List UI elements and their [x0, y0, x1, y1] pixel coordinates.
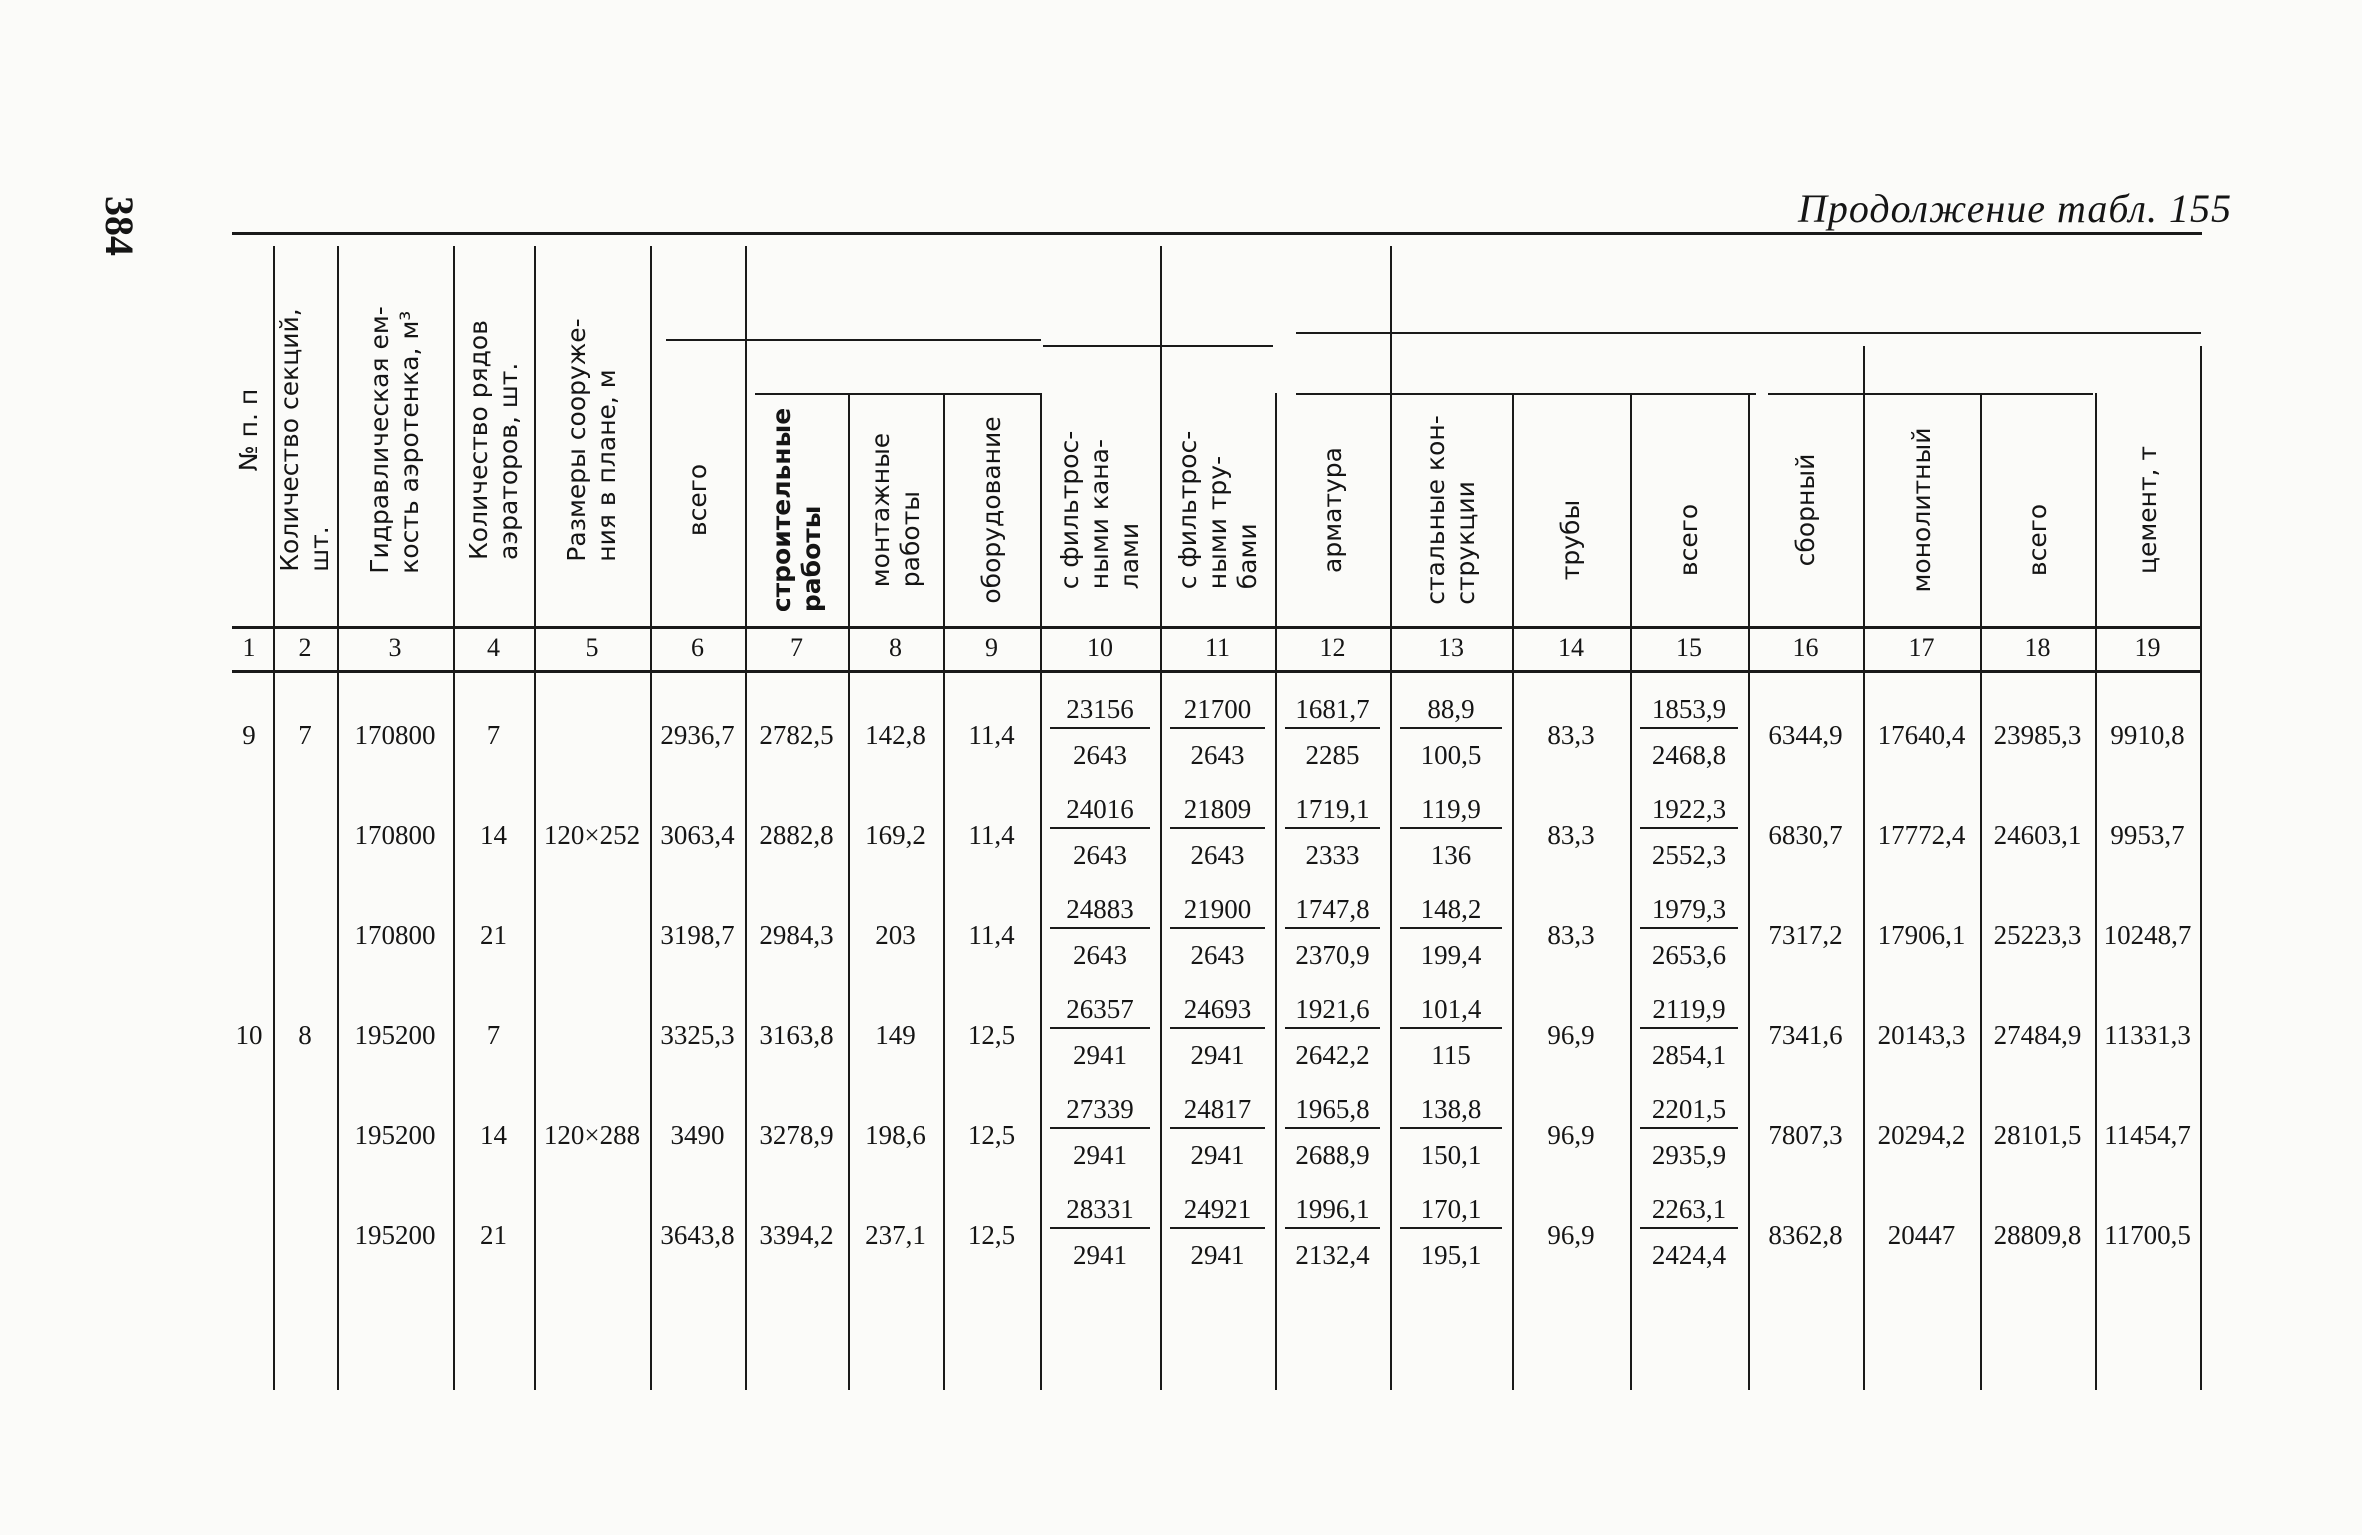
header-col-9-label: оборудование	[976, 416, 1006, 604]
table-cell-lab_pp_bot: 2941	[1190, 1140, 1245, 1170]
table-cell-lab_ch_bot: 2643	[1073, 740, 1127, 770]
fraction-line	[1170, 1027, 1265, 1029]
table-cell-pipes: 83,3	[1547, 720, 1595, 750]
table-cell-pipes: 83,3	[1547, 820, 1595, 850]
table-cell-conc_tot: 27484,9	[1993, 1020, 2082, 1050]
table-cell-pipes: 96,9	[1547, 1020, 1595, 1050]
table-cell-total: 3325,3	[660, 1020, 735, 1050]
table-cell-equip: 11,4	[968, 920, 1015, 950]
table-cell-rebar_top: 1681,7	[1295, 694, 1370, 724]
table-cell-volume: 170800	[354, 720, 436, 750]
table-cell-struct_bot: 136	[1430, 840, 1472, 870]
table-cell-conc_tot: 23985,3	[1993, 720, 2082, 750]
structure-size: 120×252	[543, 820, 641, 850]
table-cell-cement: 9953,7	[2110, 820, 2185, 850]
fraction-line	[1640, 927, 1738, 929]
table-cell-steel_tot_top: 1979,3	[1651, 894, 1727, 924]
table-cell-steel_tot_top: 1922,3	[1651, 794, 1727, 824]
fraction-line	[1285, 727, 1380, 729]
table-cell-struct_bot: 100,5	[1420, 740, 1482, 770]
header-col-6-label: всего	[682, 463, 712, 537]
fraction-line	[1170, 727, 1265, 729]
table-cell-install: 149	[875, 1020, 916, 1050]
table-cell-equip: 12,5	[967, 1020, 1016, 1050]
table-cell-rebar_bot: 2333	[1305, 840, 1360, 870]
column-number: 16	[1792, 633, 1819, 662]
table-cell-lab_ch_top: 27339	[1066, 1094, 1134, 1124]
steel-group-rule	[1296, 393, 1756, 395]
table-cell-conc_tot: 25223,3	[1993, 920, 2082, 950]
column-number: 10	[1087, 633, 1113, 662]
table-cell-cement: 10248,7	[2103, 920, 2192, 950]
column-rule	[534, 246, 536, 1390]
table-cell-lab_pp_top: 21809	[1183, 794, 1252, 824]
fraction-line	[1640, 1027, 1738, 1029]
fraction-line	[1285, 827, 1380, 829]
column-number: 6	[691, 633, 704, 662]
table-cell-rows: 7	[486, 1020, 501, 1050]
table-cell-steel_tot_bot: 2468,8	[1651, 740, 1727, 770]
column-number: 17	[1908, 633, 1935, 662]
fraction-line	[1640, 827, 1738, 829]
table-cell-steel_tot_bot: 2653,6	[1651, 940, 1727, 970]
fraction-line	[1170, 1227, 1265, 1229]
table-cell-cement: 11700,5	[2104, 1220, 2191, 1250]
table-cell-lab_ch_top: 26357	[1066, 994, 1134, 1024]
column-number: 3	[388, 633, 402, 662]
table-cell-rebar_top: 1921,6	[1295, 994, 1370, 1024]
table-cell-lab_ch_top: 23156	[1066, 694, 1134, 724]
fraction-line	[1400, 927, 1502, 929]
fraction-line	[1640, 1127, 1738, 1129]
table-cell-pipes: 96,9	[1547, 1220, 1595, 1250]
fraction-line	[1640, 727, 1738, 729]
fraction-line	[1400, 1027, 1502, 1029]
table-cell-steel_tot_bot: 2854,1	[1651, 1040, 1727, 1070]
fraction-line	[1400, 1227, 1502, 1229]
fraction-line	[1640, 1227, 1738, 1229]
fraction-line	[1170, 1127, 1265, 1129]
table-cell-precast: 7317,2	[1768, 920, 1843, 950]
table-cell-install: 198,6	[865, 1120, 926, 1150]
table-cell-lab_ch_bot: 2941	[1073, 1240, 1127, 1270]
table-cell-constr: 2782,5	[759, 720, 834, 750]
table-cell-rebar_bot: 2688,9	[1295, 1140, 1370, 1170]
fraction-line	[1170, 827, 1265, 829]
fraction-line	[1050, 1027, 1150, 1029]
header-col-4-label: Количество рядов аэраторов, шт.	[463, 320, 523, 560]
table-cell-precast: 6344,9	[1768, 720, 1843, 750]
labor-group-rule	[1043, 345, 1273, 347]
table-cell-lab_pp_bot: 2643	[1190, 840, 1245, 870]
table-cell-struct_bot: 115	[1431, 1040, 1471, 1070]
header-col-14-label: трубы	[1556, 499, 1585, 581]
table-cell-mono: 20143,3	[1877, 1020, 1966, 1050]
page-number: 384	[97, 196, 142, 256]
table-cell-install: 203	[875, 920, 916, 950]
column-number: 15	[1676, 633, 1702, 662]
colnum-bottom-rule	[232, 670, 2202, 673]
fraction-line	[1285, 1227, 1380, 1229]
column-rule	[453, 246, 455, 1390]
column-number: 14	[1558, 633, 1584, 662]
table-cell-volume: 170800	[354, 820, 436, 850]
table-cell-lab_pp_bot: 2941	[1190, 1040, 1245, 1070]
table-cell-constr: 2882,8	[759, 820, 834, 850]
table-cell-volume: 195200	[354, 1120, 436, 1150]
table-cell-mono: 17640,4	[1877, 720, 1966, 750]
column-number: 7	[790, 633, 803, 662]
table-cell-lab_ch_top: 24883	[1066, 894, 1134, 924]
header-col-2-label: Количество секций, шт.	[275, 308, 334, 572]
table-cell-equip: 11,4	[968, 820, 1015, 850]
material-group-rule	[1296, 332, 2201, 334]
table-cell-mono: 17906,1	[1877, 920, 1966, 950]
table-cell-precast: 6830,7	[1768, 820, 1843, 850]
header-col-5-label: Размеры сооруже- ния в плане, м	[562, 318, 621, 562]
cost-group-rule	[666, 339, 1041, 341]
table-cell-volume: 195200	[354, 1220, 436, 1250]
table-cell-total: 3643,8	[660, 1220, 735, 1250]
table-cell-install: 237,1	[865, 1220, 926, 1250]
column-rule	[650, 246, 652, 1390]
table-cell-constr: 3394,2	[759, 1220, 834, 1250]
column-rule	[337, 246, 339, 1390]
table-cell-conc_tot: 28809,8	[1993, 1220, 2082, 1250]
table-cell-rebar_bot: 2285	[1305, 740, 1360, 770]
table-cell-mono: 17772,4	[1877, 820, 1966, 850]
column-number: 1	[242, 633, 256, 662]
header-col-11-label: с фильтрос- ными тру- бами	[1172, 430, 1262, 590]
table-cell-lab_pp_top: 24693	[1183, 994, 1252, 1024]
table-cell-cement: 11454,7	[2104, 1120, 2191, 1150]
table-cell-volume: 195200	[354, 1020, 436, 1050]
table-cell-mono: 20447	[1887, 1220, 1956, 1250]
fraction-line	[1400, 727, 1502, 729]
header-col-19-label: цемент, т	[2132, 445, 2162, 575]
table-cell-rows: 21	[480, 920, 507, 950]
fraction-line	[1285, 1027, 1380, 1029]
table-cell-struct_bot: 150,1	[1420, 1140, 1482, 1170]
fraction-line	[1050, 1127, 1150, 1129]
table-cell-rows: 14	[480, 820, 507, 850]
table-cell-precast: 7341,6	[1768, 1020, 1843, 1050]
table-cell-struct_top: 170,1	[1420, 1194, 1482, 1224]
header-col-15-label: всего	[1674, 503, 1703, 577]
table-cell-equip: 12,5	[967, 1120, 1016, 1150]
table-cell-lab_pp_bot: 2643	[1190, 740, 1245, 770]
fraction-line	[1285, 927, 1380, 929]
table-cell-conc_tot: 28101,5	[1993, 1120, 2082, 1150]
column-number: 5	[585, 633, 599, 662]
table-cell-lab_ch_bot: 2643	[1073, 840, 1127, 870]
column-rule	[2200, 346, 2202, 1390]
header-col-18-label: всего	[2022, 503, 2052, 577]
table-cell-mono: 20294,2	[1877, 1120, 1966, 1150]
table-cell-rebar_bot: 2642,2	[1295, 1040, 1370, 1070]
table-cell-struct_top: 101,4	[1420, 994, 1482, 1024]
column-number: 13	[1438, 633, 1464, 662]
table-cell-total: 3063,4	[660, 820, 735, 850]
column-rule	[745, 246, 747, 1390]
table-cell-rows: 14	[480, 1120, 507, 1150]
table-cell-lab_ch_bot: 2941	[1073, 1040, 1127, 1070]
table-cell-rebar_bot: 2370,9	[1295, 940, 1370, 970]
table-cell-steel_tot_bot: 2552,3	[1651, 840, 1727, 870]
column-number: 4	[487, 633, 500, 662]
table-cell-lab_ch_top: 28331	[1066, 1194, 1134, 1224]
table-cell-equip: 12,5	[967, 1220, 1016, 1250]
table-cell-pipes: 96,9	[1547, 1120, 1595, 1150]
fraction-line	[1050, 727, 1150, 729]
table-cell-struct_top: 119,9	[1421, 794, 1481, 824]
table-cell-struct_bot: 195,1	[1420, 1240, 1482, 1270]
table-cell-steel_tot_top: 2119,9	[1652, 994, 1726, 1024]
table-cell-struct_top: 88,9	[1427, 694, 1475, 724]
table-cell-rebar_top: 1996,1	[1295, 1194, 1370, 1224]
row-number: 10	[235, 1020, 263, 1050]
table-cell-pipes: 83,3	[1547, 920, 1595, 950]
header-col-7-label: строительные работы	[766, 407, 826, 613]
table-cell-rebar_bot: 2132,4	[1295, 1240, 1370, 1270]
header-col-10-label: с фильтрос- ными кана- лами	[1055, 430, 1144, 590]
table-cell-equip: 11,4	[968, 720, 1015, 750]
header-col-17-label: монолитный	[1906, 427, 1936, 593]
table-cell-rows: 7	[486, 720, 501, 750]
sections-count: 7	[298, 720, 312, 750]
table-cell-lab_pp_top: 24817	[1183, 1094, 1252, 1124]
table-cell-total: 2936,7	[660, 720, 735, 750]
table-cell-struct_top: 148,2	[1420, 894, 1482, 924]
table-cell-rows: 21	[480, 1220, 507, 1250]
column-number: 12	[1319, 633, 1346, 662]
header-col-12-label: арматура	[1317, 447, 1347, 573]
table-cell-precast: 7807,3	[1768, 1120, 1843, 1150]
table-cell-install: 142,8	[865, 720, 926, 750]
table-cell-total: 3198,7	[660, 920, 735, 950]
table-cell-volume: 170800	[354, 920, 436, 950]
cost-incl-rule	[755, 393, 1040, 395]
table-cell-rebar_top: 1719,1	[1295, 794, 1370, 824]
header-bottom-rule	[232, 626, 2202, 629]
table-cell-constr: 3163,8	[759, 1020, 834, 1050]
concrete-group-rule	[1768, 393, 2093, 395]
column-number: 11	[1204, 633, 1231, 662]
fraction-line	[1400, 1127, 1502, 1129]
header-top-rule	[232, 232, 2202, 235]
table-cell-constr: 3278,9	[759, 1120, 834, 1150]
table-cell-cement: 11331,3	[2104, 1020, 2191, 1050]
table-cell-lab_pp_top: 24921	[1183, 1194, 1252, 1224]
table-cell-rebar_top: 1965,8	[1295, 1094, 1370, 1124]
sections-count: 8	[298, 1020, 312, 1050]
column-number: 2	[298, 633, 312, 662]
column-number: 9	[985, 633, 998, 662]
table-cell-lab_ch_bot: 2941	[1073, 1140, 1127, 1170]
table-cell-total: 3490	[670, 1120, 725, 1150]
table-cell-lab_ch_bot: 2643	[1073, 940, 1127, 970]
column-number: 19	[2134, 633, 2161, 662]
table-cell-lab_pp_top: 21900	[1183, 894, 1252, 924]
header-col-3-label: Гидравлическая ем- кость аэротенка, м³	[365, 306, 424, 574]
table-cell-precast: 8362,8	[1768, 1220, 1843, 1250]
table-cell-lab_pp_top: 21700	[1183, 694, 1252, 724]
fraction-line	[1285, 1127, 1380, 1129]
table-cell-lab_pp_bot: 2643	[1190, 940, 1245, 970]
table-cell-rebar_top: 1747,8	[1295, 894, 1370, 924]
table-cell-steel_tot_bot: 2424,4	[1651, 1240, 1727, 1270]
table-cell-lab_ch_top: 24016	[1066, 794, 1134, 824]
table-cell-steel_tot_top: 2263,1	[1651, 1194, 1727, 1224]
row-number: 9	[242, 720, 256, 750]
header-col-8-label: монтажные работы	[865, 432, 925, 588]
table-cell-install: 169,2	[865, 820, 926, 850]
fraction-line	[1170, 927, 1265, 929]
table-cell-steel_tot_bot: 2935,9	[1651, 1140, 1727, 1170]
table-cell-struct_bot: 199,4	[1420, 940, 1482, 970]
header-col-13-label: стальные кон- струкции	[1421, 415, 1480, 605]
header-col-16-label: сборный	[1790, 453, 1820, 567]
column-number: 18	[2024, 633, 2051, 662]
continuation-label: Продолжение табл. 155	[1797, 186, 2232, 231]
table-cell-steel_tot_top: 2201,5	[1651, 1094, 1727, 1124]
table-cell-lab_pp_bot: 2941	[1190, 1240, 1245, 1270]
fraction-line	[1050, 827, 1150, 829]
fraction-line	[1400, 827, 1502, 829]
table-cell-steel_tot_top: 1853,9	[1651, 694, 1727, 724]
header-col-1-label: № п. п	[234, 388, 263, 472]
fraction-line	[1050, 1227, 1150, 1229]
fraction-line	[1050, 927, 1150, 929]
table-cell-constr: 2984,3	[759, 920, 834, 950]
table-cell-cement: 9910,8	[2110, 720, 2185, 750]
column-number: 8	[889, 633, 902, 662]
table-cell-struct_top: 138,8	[1420, 1094, 1482, 1124]
table-cell-conc_tot: 24603,1	[1993, 820, 2082, 850]
structure-size: 120×288	[543, 1120, 641, 1150]
